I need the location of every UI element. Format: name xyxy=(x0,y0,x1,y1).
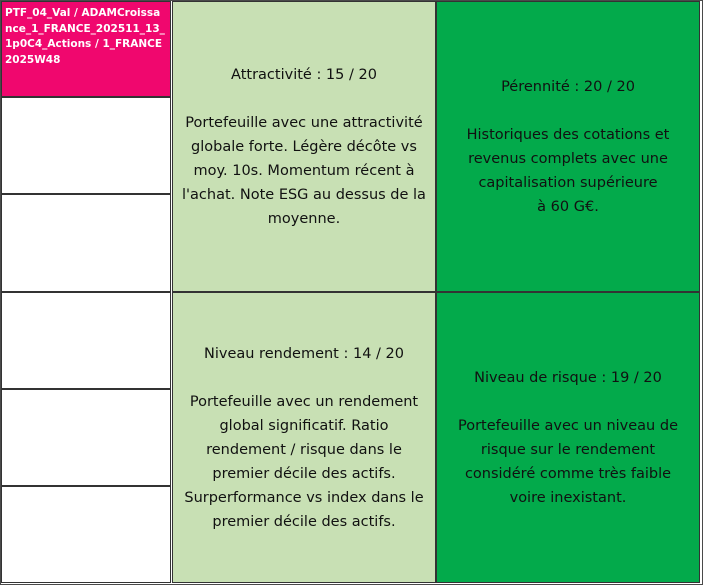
rendement-heading: Niveau rendement : 14 / 20 xyxy=(204,345,404,362)
attractivite-heading: Attractivité : 15 / 20 xyxy=(231,66,377,83)
rendement-panel xyxy=(172,292,436,583)
perennite-heading: Pérennité : 20 / 20 xyxy=(501,78,635,95)
blank-cell xyxy=(1,486,171,583)
blank-cell xyxy=(1,389,171,486)
blank-cell xyxy=(1,292,171,389)
blank-cell xyxy=(1,194,171,292)
risque-heading: Niveau de risque : 19 / 20 xyxy=(474,369,662,386)
portfolio-title: PTF_04_Val / ADAMCroissance_1_FRANCE_202511_13_1p0C4_Actions / 1_FRANCE 2025W48 xyxy=(1,1,171,97)
risque-description: Portefeuille avec un niveau de risque sur le rendement considéré comme très faible voire inexistant. xyxy=(458,417,678,506)
risque-panel xyxy=(436,292,700,583)
attractivite-panel xyxy=(172,1,436,292)
perennite-description: Historiques des cotations et revenus complets avec une capitalisation supérieure à 60 G€. xyxy=(466,126,670,215)
attractivite-description: Portefeuille avec une attractivité globale forte. Légère décôte vs moy. 10s. Momentum récent à l'achat. Note ESG au dessus de la moyenne. xyxy=(182,114,426,227)
perennite-panel xyxy=(436,1,700,292)
blank-cell xyxy=(1,97,171,194)
rendement-description: Portefeuille avec un rendement global significatif. Ratio rendement / risque dans le premier décile des actifs. Surperformance vs index dans le premier décile des actifs. xyxy=(184,393,424,530)
